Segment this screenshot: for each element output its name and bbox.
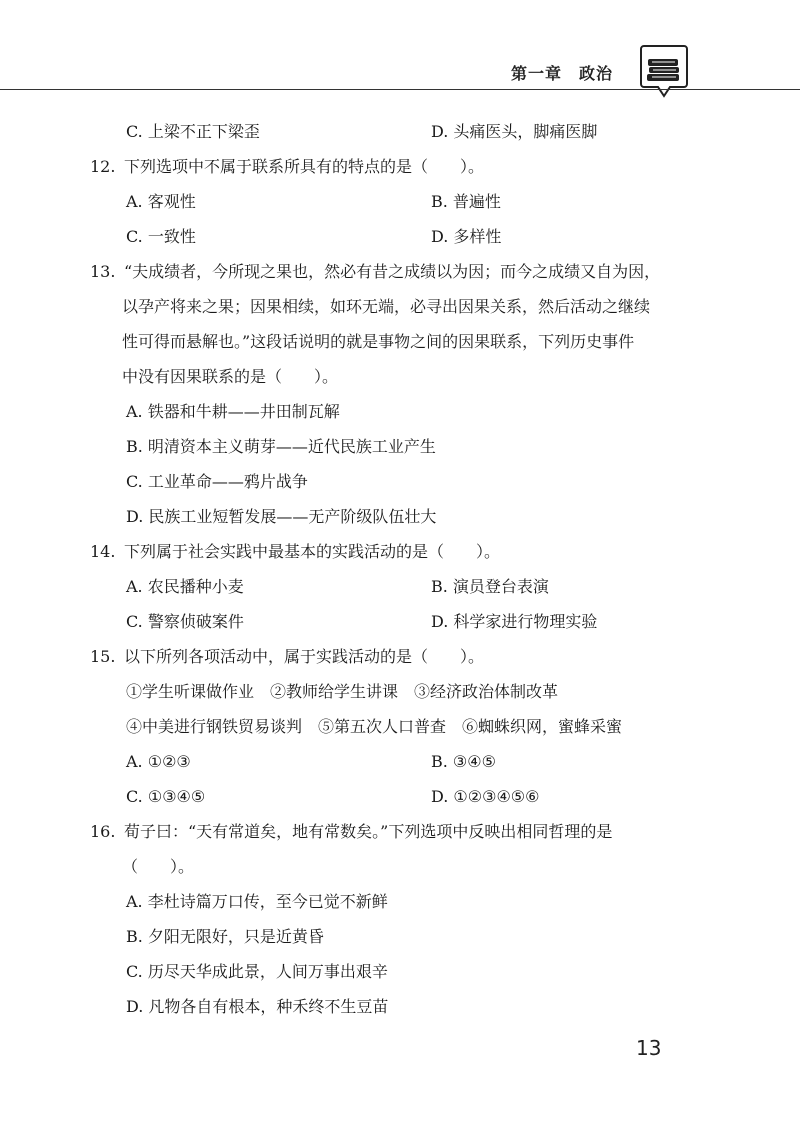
question-list bbox=[90, 114, 730, 1024]
q13-text-line1: “夫成绩者，今所现之果也，然必有昔之成绩以为因；而今之成绩又自为因， bbox=[124, 262, 661, 281]
q12-option-d: D. 多样性 bbox=[431, 227, 502, 246]
q14-option-a: A. 农民播种小麦 bbox=[126, 577, 244, 596]
page-header bbox=[0, 0, 800, 100]
q15-text: 以下所列各项活动中，属于实践活动的是（ ）。 bbox=[124, 647, 485, 666]
q15-items-line2: ④中美进行钢铁贸易谈判 ⑤第五次人口普查 ⑥蜘蛛织网，蜜蜂采蜜 bbox=[126, 717, 623, 736]
q13-number: 13. bbox=[90, 262, 116, 281]
q14-options-cd bbox=[90, 604, 730, 639]
q11-option-d: D. 头痛医头，脚痛医脚 bbox=[431, 122, 598, 141]
q13-option-c: C. 工业革命——鸦片战争 bbox=[126, 472, 308, 491]
q13-option-a: A. 铁器和牛耕——井田制瓦解 bbox=[126, 402, 340, 421]
q16-text-line1: 荀子曰：“天有常道矣，地有常数矣。”下列选项中反映出相同哲理的是 bbox=[124, 822, 613, 841]
q15-number: 15. bbox=[90, 647, 116, 666]
q15-items-line1: ①学生听课做作业 ②教师给学生讲课 ③经济政治体制改革 bbox=[126, 682, 559, 701]
q15-options-cd bbox=[90, 779, 730, 814]
chapter-title: 第一章 政治 bbox=[511, 64, 614, 83]
q12-option-a: A. 客观性 bbox=[126, 192, 196, 211]
q14-stem bbox=[90, 534, 730, 569]
q15-option-c: C. ①③④⑤ bbox=[126, 787, 206, 806]
q13-text-line4: 中没有因果联系的是（ ）。 bbox=[122, 367, 339, 386]
q11-options-cd bbox=[90, 114, 730, 149]
q16-option-c: C. 历尽天华成此景，人间万事出艰辛 bbox=[126, 962, 388, 981]
q16-text-line2: （ ）。 bbox=[122, 857, 195, 876]
q14-number: 14. bbox=[90, 542, 116, 561]
q14-option-b: B. 演员登台表演 bbox=[431, 577, 549, 596]
page-number: 13 bbox=[636, 1036, 662, 1060]
q14-text: 下列属于社会实践中最基本的实践活动的是（ ）。 bbox=[124, 542, 501, 561]
q12-option-c: C. 一致性 bbox=[126, 227, 196, 246]
q14-options-ab bbox=[90, 569, 730, 604]
q16-stem bbox=[90, 814, 730, 849]
q12-number: 12. bbox=[90, 157, 116, 176]
q15-option-b: B. ③④⑤ bbox=[431, 752, 496, 771]
q15-option-a: A. ①②③ bbox=[126, 752, 191, 771]
q13-option-d: D. 民族工业短暂发展——无产阶级队伍壮大 bbox=[126, 507, 437, 526]
q12-text: 下列选项中不属于联系所具有的特点的是（ ）。 bbox=[124, 157, 485, 176]
q14-option-c: C. 警察侦破案件 bbox=[126, 612, 244, 631]
q16-option-a: A. 李杜诗篇万口传，至今已觉不新鲜 bbox=[126, 892, 388, 911]
q13-text-line2: 以孕产将来之果；因果相续，如环无端，必寻出因果关系，然后活动之继续 bbox=[122, 297, 651, 316]
book-stack-icon bbox=[640, 44, 688, 100]
q11-option-c: C. 上梁不正下梁歪 bbox=[126, 122, 260, 141]
q12-options-cd bbox=[90, 219, 730, 254]
header-divider bbox=[0, 89, 800, 90]
q13-text-line3: 性可得而悬解也。”这段话说明的就是事物之间的因果联系，下列历史事件 bbox=[122, 332, 635, 351]
q15-stem bbox=[90, 639, 730, 674]
q12-stem bbox=[90, 149, 730, 184]
q16-option-b: B. 夕阳无限好，只是近黄昏 bbox=[126, 927, 324, 946]
q16-option-d: D. 凡物各自有根本，种禾终不生豆苗 bbox=[126, 997, 389, 1016]
q14-option-d: D. 科学家进行物理实验 bbox=[431, 612, 598, 631]
q13-stem bbox=[90, 254, 730, 289]
q15-option-d: D. ①②③④⑤⑥ bbox=[431, 787, 540, 806]
q12-option-b: B. 普遍性 bbox=[431, 192, 501, 211]
q15-options-ab bbox=[90, 744, 730, 779]
q12-options-ab bbox=[90, 184, 730, 219]
q16-number: 16. bbox=[90, 822, 116, 841]
q13-option-b: B. 明清资本主义萌芽——近代民族工业产生 bbox=[126, 437, 436, 456]
